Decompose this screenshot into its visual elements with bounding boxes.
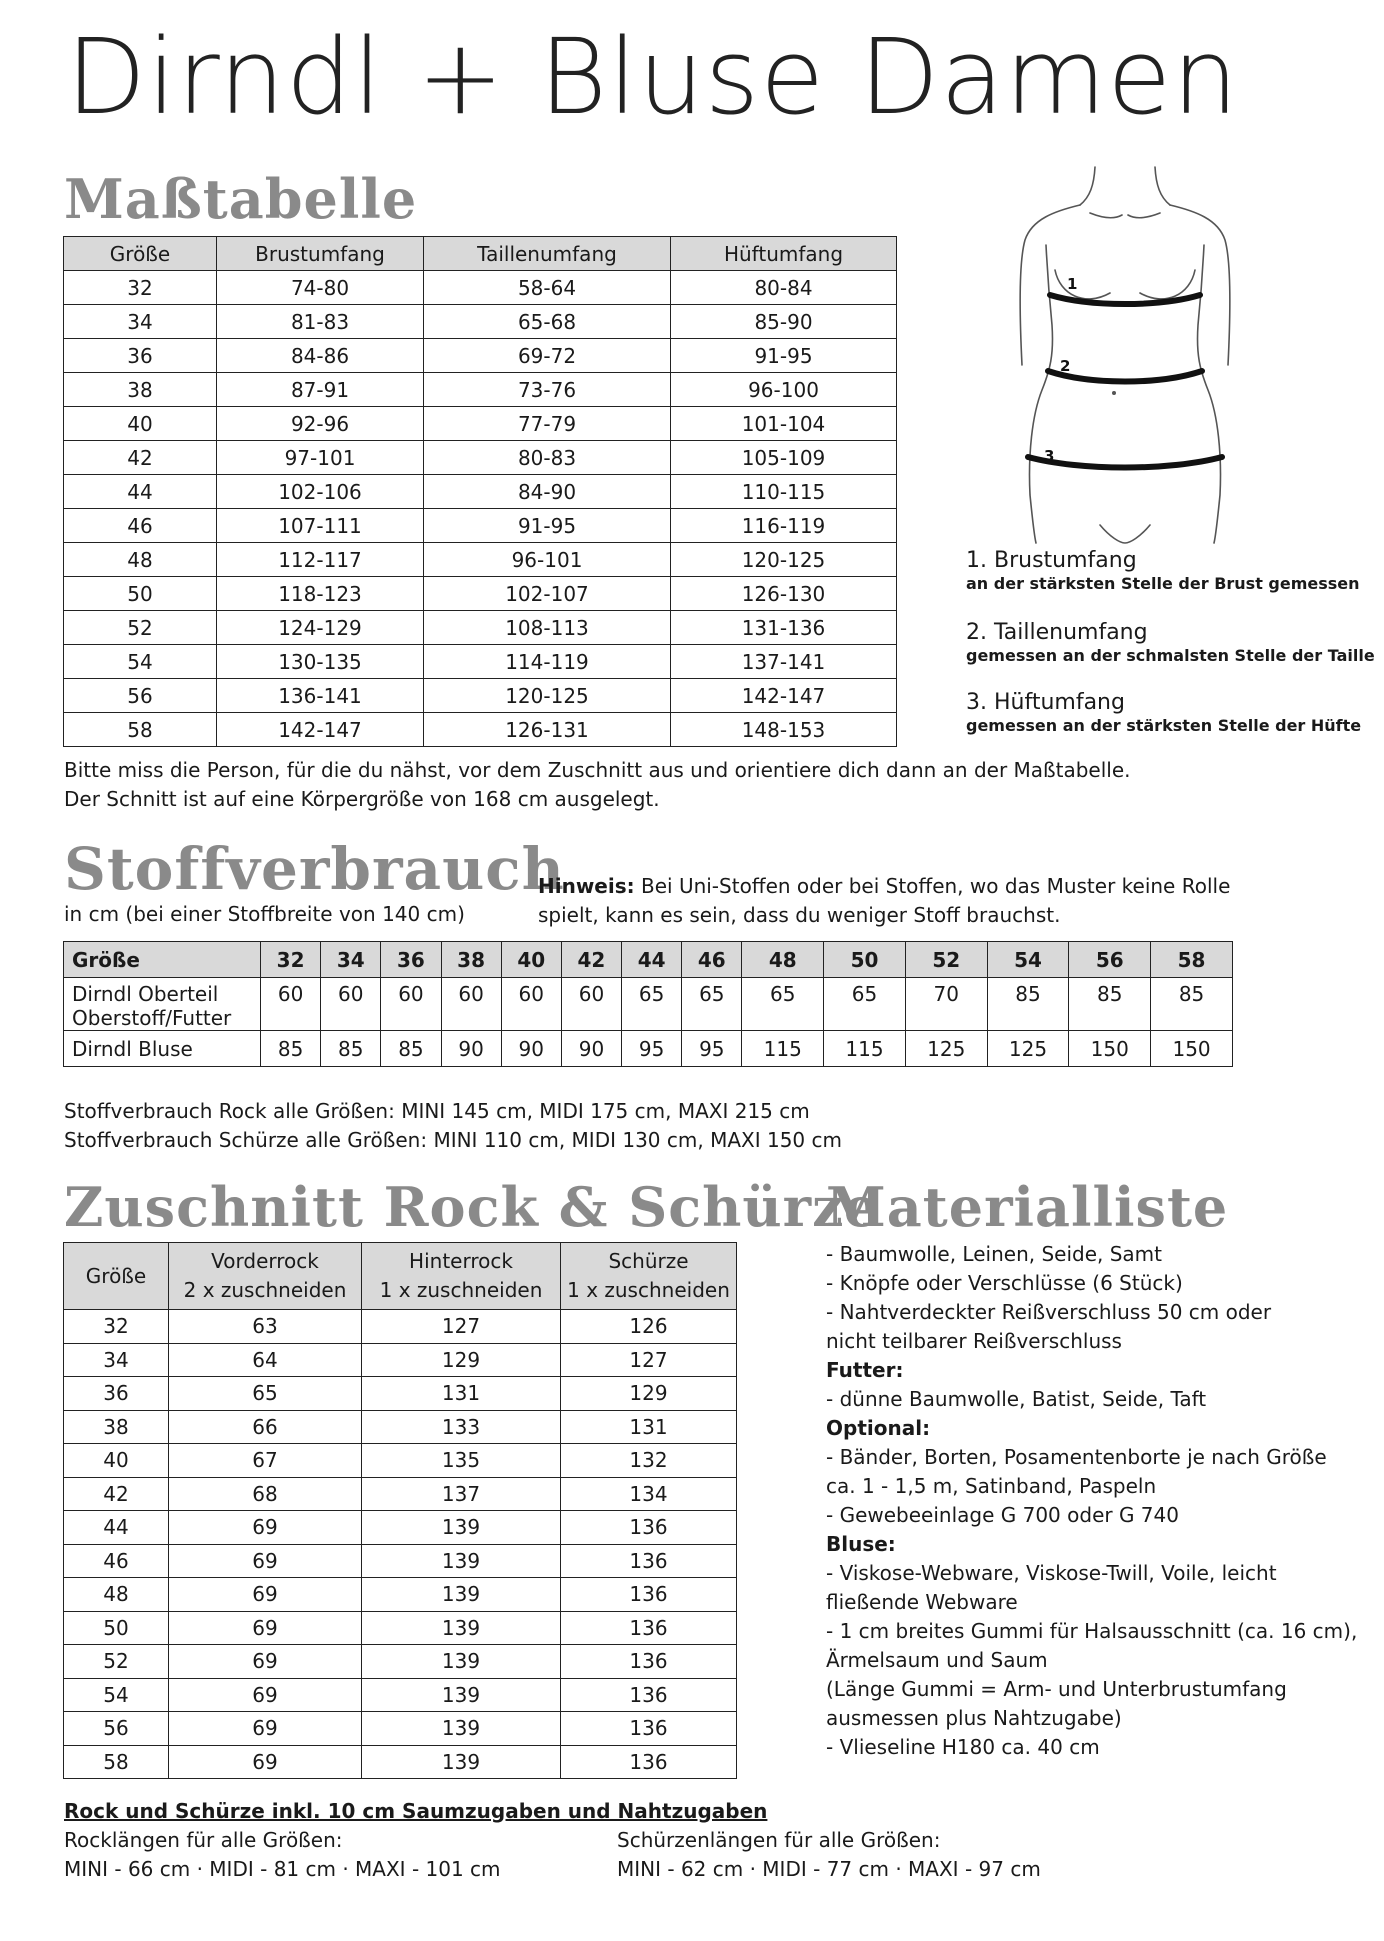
fabric-size-header: 58 (1151, 942, 1233, 978)
table-cell: 116-119 (671, 509, 897, 543)
cutting-header-line: Hinterrock (409, 1249, 513, 1273)
table-cell: 112-117 (217, 543, 424, 577)
table-cell: 136 (561, 1544, 737, 1578)
table-cell: 60 (441, 978, 501, 1031)
table-cell: 133 (362, 1410, 561, 1444)
fabric-size-header: 42 (561, 942, 621, 978)
material-line: - Bänder, Borten, Posamentenborte je nach Größe (826, 1445, 1327, 1469)
table-cell: 65 (622, 978, 682, 1031)
table-cell: 69-72 (424, 339, 671, 373)
table-cell: 46 (64, 509, 217, 543)
table-cell: 85 (321, 1031, 381, 1067)
cutting-table-body (64, 1310, 737, 1779)
cutting-note: Rock und Schürze inkl. 10 cm Saumzugaben und Nahtzugaben (64, 1799, 768, 1823)
material-line: - Nahtverdeckter Reißverschluss 50 cm oder (826, 1300, 1272, 1324)
fabric-hint-label: Hinweis: (538, 874, 635, 898)
table-row (64, 1444, 737, 1478)
table-cell: 54 (64, 1678, 169, 1712)
fabric-hint (538, 872, 1230, 901)
table-row (64, 407, 897, 441)
table-cell: 131 (561, 1410, 737, 1444)
table-cell: 95 (622, 1031, 682, 1067)
table-cell: 137-141 (671, 645, 897, 679)
rock-length-values: MINI - 66 cm · MIDI - 81 cm · MAXI - 101 cm (64, 1857, 501, 1881)
table-cell: 91-95 (671, 339, 897, 373)
table-cell: 87-91 (217, 373, 424, 407)
table-cell: 127 (561, 1343, 737, 1377)
fabric-size-header: 50 (824, 942, 906, 978)
material-line: ca. 1 - 1,5 m, Satinband, Paspeln (826, 1474, 1157, 1498)
table-cell: 115 (742, 1031, 824, 1067)
table-cell: 32 (64, 1310, 169, 1344)
table-cell: 69 (169, 1745, 362, 1779)
table-cell: 63 (169, 1310, 362, 1344)
table-row (64, 1310, 737, 1344)
table-cell: 73-76 (424, 373, 671, 407)
table-cell: 134 (561, 1477, 737, 1511)
table-cell: 136 (561, 1712, 737, 1746)
torso-left-outline (1030, 245, 1053, 543)
table-cell: 36 (64, 1377, 169, 1411)
table-cell: 85-90 (671, 305, 897, 339)
fabric-size-header: 38 (441, 942, 501, 978)
cutting-table-header (561, 1243, 737, 1310)
cutting-header-line: 1 x zuschneiden (379, 1278, 543, 1302)
table-cell: 74-80 (217, 271, 424, 305)
table-row (64, 1712, 737, 1746)
material-line: - dünne Baumwolle, Batist, Seide, Taft (826, 1387, 1207, 1411)
material-line: (Länge Gummi = Arm- und Unterbrustumfang (826, 1677, 1287, 1701)
table-cell: 52 (64, 611, 217, 645)
cutting-header-line: Größe (85, 1263, 147, 1288)
table-cell: 126-130 (671, 577, 897, 611)
table-cell: 148-153 (671, 713, 897, 747)
page-title: Dirndl + Bluse Damen (66, 16, 1240, 138)
cutting-table (63, 1242, 737, 1779)
table-cell: 97-101 (217, 441, 424, 475)
table-cell: 139 (362, 1745, 561, 1779)
table-cell: 48 (64, 1578, 169, 1612)
table-row (64, 509, 897, 543)
table-cell: 91-95 (424, 509, 671, 543)
table-cell: 48 (64, 543, 217, 577)
table-cell: 65 (824, 978, 906, 1031)
table-cell: 65 (682, 978, 742, 1031)
cutting-table-header (362, 1243, 561, 1310)
material-line: Optional: (826, 1416, 931, 1440)
table-cell: 32 (64, 271, 217, 305)
table-cell: 126-131 (424, 713, 671, 747)
table-cell: 136 (561, 1578, 737, 1612)
table-cell: 139 (362, 1712, 561, 1746)
table-row (64, 577, 897, 611)
fabric-subheading: in cm (bei einer Stoffbreite von 140 cm) (64, 902, 465, 926)
cutting-table-header (169, 1243, 362, 1310)
material-line: fließende Webware (826, 1590, 1018, 1614)
table-cell: 150 (1069, 1031, 1151, 1067)
table-cell: 131 (362, 1377, 561, 1411)
legend-title: 3. Hüftumfang (966, 690, 1125, 715)
size-table-heading: Maßtabelle (64, 167, 418, 231)
table-cell: 54 (64, 645, 217, 679)
table-row (64, 1477, 737, 1511)
fabric-size-header: 34 (321, 942, 381, 978)
table-cell: 142-147 (671, 679, 897, 713)
legend-description: an der stärksten Stelle der Brust gemessen (966, 574, 1360, 593)
bust-measure-band (1050, 295, 1200, 304)
table-cell: 90 (501, 1031, 561, 1067)
size-table (63, 236, 897, 747)
table-row (64, 543, 897, 577)
table-cell: 136 (561, 1645, 737, 1679)
fabric-size-header: 40 (501, 942, 561, 978)
fabric-hint-text: spielt, kann es sein, dass du weniger Stoff brauchst. (538, 903, 1061, 927)
table-cell: 65 (169, 1377, 362, 1411)
fabric-size-header: 54 (987, 942, 1069, 978)
fabric-size-header: 46 (682, 942, 742, 978)
fabric-footnote: Stoffverbrauch Rock alle Größen: MINI 145 cm, MIDI 175 cm, MAXI 215 cm (64, 1099, 810, 1123)
size-table-header: Hüftumfang (671, 237, 897, 271)
table-cell: 56 (64, 1712, 169, 1746)
table-cell: 44 (64, 1511, 169, 1545)
table-cell: 58-64 (424, 271, 671, 305)
table-cell: 56 (64, 679, 217, 713)
table-row (64, 1645, 737, 1679)
table-cell: 70 (905, 978, 987, 1031)
table-row (64, 1031, 1233, 1067)
table-cell: 69 (169, 1712, 362, 1746)
table-row (64, 1544, 737, 1578)
table-row (64, 1343, 737, 1377)
table-cell: 126 (561, 1310, 737, 1344)
table-cell: 58 (64, 1745, 169, 1779)
table-cell: 50 (64, 577, 217, 611)
table-cell: 40 (64, 1444, 169, 1478)
size-table-header: Größe (64, 237, 217, 271)
table-cell: 60 (321, 978, 381, 1031)
measurement-legend (966, 548, 1375, 746)
hip-measure-band (1028, 457, 1222, 468)
table-cell: 77-79 (424, 407, 671, 441)
material-line: - 1 cm breites Gummi für Halsausschnitt (ca. 16 cm), (826, 1619, 1358, 1643)
table-cell: 68 (169, 1477, 362, 1511)
table-cell: 50 (64, 1611, 169, 1645)
table-cell: 124-129 (217, 611, 424, 645)
table-cell: 120-125 (424, 679, 671, 713)
table-cell: 85 (987, 978, 1069, 1031)
table-cell: 52 (64, 1645, 169, 1679)
table-cell: 42 (64, 1477, 169, 1511)
table-cell: 34 (64, 305, 217, 339)
table-cell: 38 (64, 1410, 169, 1444)
table-cell: 64 (169, 1343, 362, 1377)
table-cell: 139 (362, 1678, 561, 1712)
table-row (64, 1611, 737, 1645)
body-measurement-figure (1010, 165, 1240, 545)
fabric-row-label (64, 978, 261, 1031)
table-cell: 80-83 (424, 441, 671, 475)
waist-measure-band (1048, 371, 1202, 382)
table-cell: 65-68 (424, 305, 671, 339)
table-cell: 131-136 (671, 611, 897, 645)
table-cell: 115 (824, 1031, 906, 1067)
fabric-size-header: 48 (742, 942, 824, 978)
fabric-size-header: 32 (261, 942, 321, 978)
cutting-header-line: 2 x zuschneiden (183, 1278, 347, 1302)
table-cell: 92-96 (217, 407, 424, 441)
table-cell: 85 (381, 1031, 441, 1067)
table-cell: 139 (362, 1611, 561, 1645)
cutting-header-line: Schürze (608, 1249, 689, 1273)
size-table-body (64, 271, 897, 747)
fabric-hint-text: Bei Uni-Stoffen oder bei Stoffen, wo das Muster keine Rolle (634, 874, 1231, 898)
table-cell: 38 (64, 373, 217, 407)
table-cell: 85 (1069, 978, 1151, 1031)
table-cell: 80-84 (671, 271, 897, 305)
torso-right-outline (1197, 245, 1220, 543)
table-cell: 46 (64, 1544, 169, 1578)
table-cell: 136 (561, 1678, 737, 1712)
fabric-row-label (64, 1031, 261, 1067)
marker-label: 2 (1060, 357, 1071, 375)
table-cell: 90 (561, 1031, 621, 1067)
table-cell: 40 (64, 407, 217, 441)
table-row (64, 1678, 737, 1712)
table-cell: 96-101 (424, 543, 671, 577)
table-cell: 101-104 (671, 407, 897, 441)
table-cell: 129 (561, 1377, 737, 1411)
rock-length-label: Rocklängen für alle Größen: (64, 1828, 343, 1852)
table-cell: 129 (362, 1343, 561, 1377)
fabric-table (63, 941, 1233, 1067)
table-cell: 34 (64, 1343, 169, 1377)
table-cell: 139 (362, 1645, 561, 1679)
table-row (64, 978, 1233, 1031)
table-cell: 60 (381, 978, 441, 1031)
table-cell: 60 (561, 978, 621, 1031)
navel-marker (1112, 391, 1116, 395)
table-cell: 136-141 (217, 679, 424, 713)
table-row (64, 305, 897, 339)
table-cell: 114-119 (424, 645, 671, 679)
legend-description: gemessen an der schmalsten Stelle der Taille (966, 646, 1375, 665)
table-cell: 67 (169, 1444, 362, 1478)
leg-outline (1100, 525, 1150, 543)
material-line: Ärmelsaum und Saum (826, 1648, 1048, 1672)
marker-label: 1 (1067, 275, 1078, 293)
material-line: nicht teilbarer Reißverschluss (826, 1329, 1122, 1353)
cutting-header-line: 1 x zuschneiden (567, 1278, 730, 1302)
table-cell: 135 (362, 1444, 561, 1478)
table-cell: 139 (362, 1511, 561, 1545)
table-row (64, 1511, 737, 1545)
legend-title: 2. Taillenumfang (966, 620, 1148, 645)
fabric-row-label-line: Dirndl Oberteil (72, 982, 219, 1006)
table-cell: 66 (169, 1410, 362, 1444)
table-cell: 60 (501, 978, 561, 1031)
table-cell: 125 (987, 1031, 1069, 1067)
table-cell: 102-107 (424, 577, 671, 611)
materials-heading: Materialliste (826, 1175, 1229, 1239)
cutting-header-line: Vorderrock (211, 1249, 319, 1273)
apron-length-label: Schürzenlängen für alle Größen: (617, 1828, 941, 1852)
shoulder-right-outline (1170, 205, 1230, 365)
material-line: - Viskose-Webware, Viskose-Twill, Voile, leicht (826, 1561, 1277, 1585)
size-note-line: Der Schnitt ist auf eine Körpergröße von 168 cm ausgelegt. (64, 787, 660, 811)
size-table-header: Taillenumfang (424, 237, 671, 271)
marker-label: 3 (1044, 447, 1055, 465)
fabric-table-header: Größe (64, 942, 261, 978)
table-cell: 81-83 (217, 305, 424, 339)
size-table-header: Brustumfang (217, 237, 424, 271)
collarbone-outline (1090, 213, 1160, 218)
neck-outline (1080, 167, 1170, 205)
table-cell: 95 (682, 1031, 742, 1067)
table-cell: 69 (169, 1645, 362, 1679)
fabric-heading: Stoffverbrauch (64, 835, 565, 903)
table-cell: 85 (261, 1031, 321, 1067)
cutting-heading: Zuschnitt Rock & Schürze (64, 1175, 880, 1239)
materials-list (826, 1240, 1357, 1762)
table-cell: 85 (1151, 978, 1233, 1031)
table-row (64, 1410, 737, 1444)
table-cell: 69 (169, 1544, 362, 1578)
table-cell: 107-111 (217, 509, 424, 543)
table-cell: 150 (1151, 1031, 1233, 1067)
table-cell: 142-147 (217, 713, 424, 747)
table-cell: 105-109 (671, 441, 897, 475)
fabric-size-header: 44 (622, 942, 682, 978)
table-row (64, 271, 897, 305)
table-cell: 137 (362, 1477, 561, 1511)
table-cell: 96-100 (671, 373, 897, 407)
material-line: - Knöpfe oder Verschlüsse (6 Stück) (826, 1271, 1183, 1295)
fabric-size-header: 56 (1069, 942, 1151, 978)
fabric-row-label-line: Oberstoff/Futter (72, 1006, 232, 1030)
table-row (64, 645, 897, 679)
table-cell: 84-90 (424, 475, 671, 509)
table-cell: 69 (169, 1678, 362, 1712)
fabric-row-label-line: Dirndl Bluse (72, 1036, 193, 1061)
table-cell: 69 (169, 1578, 362, 1612)
table-row (64, 611, 897, 645)
table-cell: 139 (362, 1544, 561, 1578)
table-cell: 120-125 (671, 543, 897, 577)
fabric-size-header: 36 (381, 942, 441, 978)
material-line: - Vlieseline H180 ca. 40 cm (826, 1735, 1100, 1759)
material-line: Futter: (826, 1358, 904, 1382)
table-cell: 130-135 (217, 645, 424, 679)
table-row (64, 1578, 737, 1612)
material-line: ausmessen plus Nahtzugabe) (826, 1706, 1122, 1730)
material-line: - Gewebeeinlage G 700 oder G 740 (826, 1503, 1179, 1527)
table-cell: 69 (169, 1511, 362, 1545)
legend-title: 1. Brustumfang (966, 548, 1137, 573)
table-cell: 42 (64, 441, 217, 475)
cutting-table-header (64, 1243, 169, 1310)
table-cell: 90 (441, 1031, 501, 1067)
material-line: - Baumwolle, Leinen, Seide, Samt (826, 1242, 1163, 1266)
table-cell: 136 (561, 1745, 737, 1779)
table-cell: 58 (64, 713, 217, 747)
fabric-footnote: Stoffverbrauch Schürze alle Größen: MINI 110 cm, MIDI 130 cm, MAXI 150 cm (64, 1128, 842, 1152)
material-line: Bluse: (826, 1532, 896, 1556)
table-row (64, 1745, 737, 1779)
table-cell: 108-113 (424, 611, 671, 645)
legend-description: gemessen an der stärksten Stelle der Hüfte (966, 716, 1362, 735)
fabric-table-body (64, 978, 1233, 1067)
table-row (64, 475, 897, 509)
table-cell: 60 (261, 978, 321, 1031)
table-cell: 36 (64, 339, 217, 373)
table-row (64, 441, 897, 475)
fabric-size-header: 52 (905, 942, 987, 978)
table-cell: 69 (169, 1611, 362, 1645)
table-row (64, 339, 897, 373)
table-cell: 65 (742, 978, 824, 1031)
table-cell: 136 (561, 1611, 737, 1645)
table-row (64, 713, 897, 747)
table-cell: 84-86 (217, 339, 424, 373)
table-cell: 110-115 (671, 475, 897, 509)
table-cell: 118-123 (217, 577, 424, 611)
table-row (64, 679, 897, 713)
apron-length-values: MINI - 62 cm · MIDI - 77 cm · MAXI - 97 cm (617, 1857, 1041, 1881)
table-row (64, 373, 897, 407)
table-cell: 132 (561, 1444, 737, 1478)
table-cell: 139 (362, 1578, 561, 1612)
table-cell: 136 (561, 1511, 737, 1545)
size-note-line: Bitte miss die Person, für die du nähst, vor dem Zuschnitt aus und orientiere dich dann an der Maßtabelle. (64, 758, 1131, 782)
table-cell: 127 (362, 1310, 561, 1344)
table-cell: 44 (64, 475, 217, 509)
table-cell: 102-106 (217, 475, 424, 509)
table-cell: 125 (905, 1031, 987, 1067)
table-row (64, 1377, 737, 1411)
